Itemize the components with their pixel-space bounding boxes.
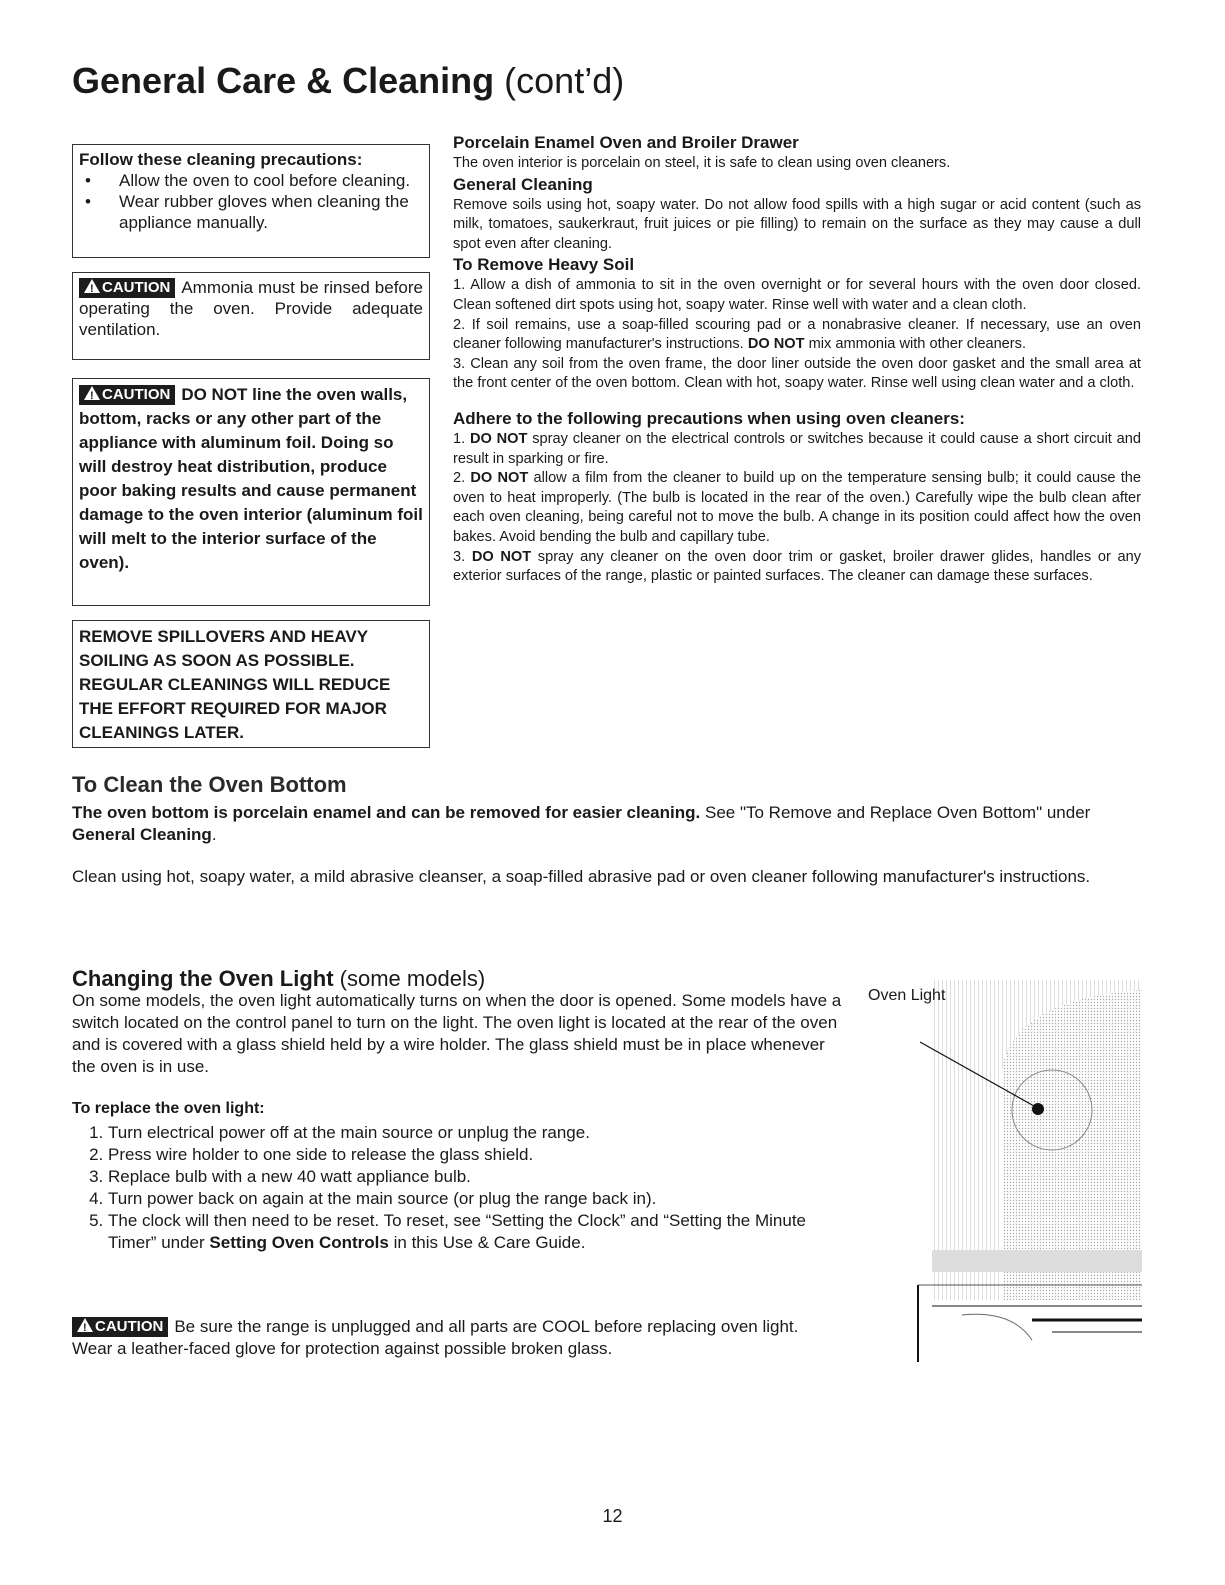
heavy-soil-step-1: 1. Allow a dish of ammonia to sit in the oven overnight or for several hours with the oven door closed. Clean softened dirt spots using hot, soapy water. Rinse well with water and a clean cloth.	[453, 277, 1141, 313]
oven-bottom-section	[72, 772, 1152, 888]
porcelain-text: The oven interior is porcelain on steel, it is safe to clean using oven cleaners.	[453, 155, 951, 171]
replace-light-steps	[72, 1122, 842, 1254]
list-item: 5. The clock will then need to be reset. To reset, see “Setting the Clock” and “Setting the Minute Timer” under Setting Oven Controls in this Use & Care Guide.	[108, 1210, 842, 1254]
list-item: 1. Turn electrical power off at the main source or unplug the range.	[108, 1122, 842, 1144]
precautions-box	[72, 144, 430, 258]
oven-light-figure	[862, 980, 1144, 1362]
list-item: 2. Press wire holder to one side to release the glass shield.	[108, 1144, 842, 1166]
adhere-heading: Adhere to the following precautions when using oven cleaners:	[453, 408, 965, 428]
caution-badge: !CAUTION	[79, 278, 175, 298]
oven-light-callout: Oven Light	[868, 987, 946, 1004]
precautions-heading: Follow these cleaning precautions:	[79, 150, 363, 169]
general-cleaning-text: Remove soils using hot, soapy water. Do not allow food spills with a high sugar or acid content (such as milk, tomatoes, saukerkraut, fruit juices or pie filling) to remain on the surface as they may cause a dull spot even after cleaning.	[453, 196, 1141, 252]
porcelain-heading: Porcelain Enamel Oven and Broiler Drawer	[453, 133, 799, 152]
replace-light-heading: To replace the oven light:	[72, 1100, 265, 1117]
page-title: General Care & Cleaning (cont’d)	[72, 60, 625, 101]
warning-triangle-icon	[77, 1318, 93, 1332]
precaution-item: • Allow the oven to cool before cleaning.	[79, 170, 423, 191]
heavy-soil-step-2: 2. If soil remains, use a soap-filled scouring pad or a nonabrasive cleaner. If necessary, use an oven cleaner following manufacturer's instructions. DO NOT mix ammonia with other cleaners.	[453, 316, 1141, 353]
warning-triangle-icon	[84, 279, 100, 293]
oven-bottom-text-2: Clean using hot, soapy water, a mild abrasive cleanser, a soap-filled abrasive pad or oven cleaner following manufacturer's instructions.	[72, 867, 1091, 886]
adhere-item-3: 3. DO NOT spray any cleaner on the oven door trim or gasket, broiler drawer glides, handles or any exterior surfaces of the range, plastic or painted surfaces. The cleaner can damage these surfaces.	[453, 548, 1141, 585]
oven-bottom-text: The oven bottom is porcelain enamel and can be removed for easier cleaning. See "To Remove and Replace Oven Bottom" under General Cleaning.	[72, 803, 1091, 844]
caution-badge: !CAUTION	[79, 385, 175, 405]
oven-light-text: On some models, the oven light automatically turns on when the door is opened. Some models have a switch located on the control panel to turn on the light. The oven light is located at the rear of the oven and is covered with a glass shield held by a wire holder. The glass shield must be in place whenever the oven is in use.	[72, 991, 842, 1076]
caution-oven-light: !CAUTION Be sure the range is unplugged and all parts are COOL before replacing oven light. Wear a leather-faced glove for protection against possible broken glass.	[72, 1316, 842, 1360]
page-number: 12	[602, 1506, 623, 1526]
caution-box-ammonia: !CAUTION Ammonia must be rinsed before operating the oven. Provide adequate ventilation.	[72, 272, 430, 360]
general-cleaning-heading: General Cleaning	[453, 174, 593, 194]
list-item: 3. Replace bulb with a new 40 watt appliance bulb.	[108, 1166, 842, 1188]
spillover-warning-box: REMOVE SPILLOVERS AND HEAVY SOILING AS SOON AS POSSIBLE. REGULAR CLEANINGS WILL REDUCE THE EFFORT REQUIRED FOR MAJOR CLEANINGS LATER.	[72, 620, 430, 748]
caution-box-foil: !CAUTION DO NOT line the oven walls, bottom, racks or any other part of the appliance with aluminum foil. Doing so will destroy heat distribution, produce poor baking results and cause permanent damage to the oven interior (aluminum foil will melt to the interior surface of the oven).	[72, 378, 430, 606]
heavy-soil-heading: To Remove Heavy Soil	[453, 255, 635, 275]
warning-triangle-icon	[84, 386, 100, 400]
caution-badge: !CAUTION	[72, 1317, 168, 1337]
oven-light-section	[72, 968, 842, 1254]
adhere-item-2: 2. DO NOT allow a film from the cleaner to build up on the temperature sensing bulb; it could cause the oven to heat improperly. (The bulb is located in the rear of the oven.) Carefully wipe the bulb clean after each oven cleaning, being careful not to move the bulb. A change in its position could affect how the oven bakes. Avoid bending the bulb and capillary tube.	[453, 470, 1141, 545]
oven-light-heading: Changing the Oven Light (some models)	[72, 966, 486, 991]
right-column	[453, 132, 1141, 587]
oven-bottom-heading: To Clean the Oven Bottom	[72, 772, 347, 797]
list-item: 4. Turn power back on again at the main source (or plug the range back in).	[108, 1188, 842, 1210]
precaution-item: • Wear rubber gloves when cleaning the appliance manually.	[79, 191, 423, 233]
adhere-item-1: 1. DO NOT spray cleaner on the electrical controls or switches because it could cause a short circuit and result in sparking or fire.	[453, 430, 1141, 467]
heavy-soil-step-3: 3. Clean any soil from the oven frame, the door liner outside the oven door gasket and the small area at the front center of the oven bottom. Clean with hot, soapy water. Rinse well using clean water and a cloth.	[453, 355, 1141, 392]
oven-interior-illustration	[862, 980, 1144, 1362]
